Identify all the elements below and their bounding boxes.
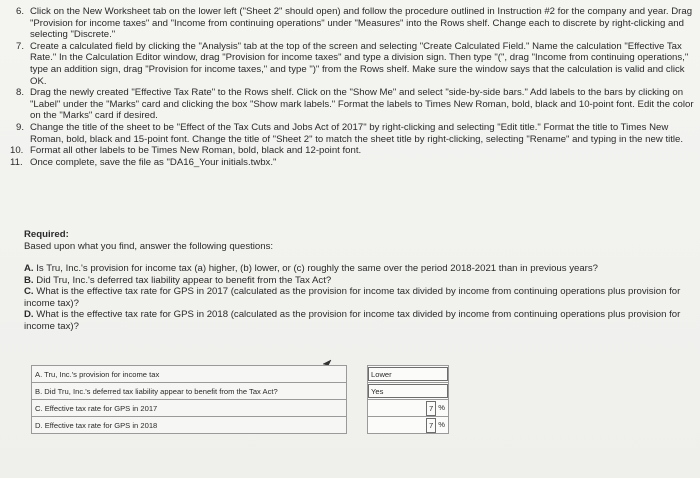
percent-unit: % — [438, 403, 445, 412]
instruction-number: 6. — [16, 6, 25, 17]
instruction-text: Change the title of the sheet to be "Effect of the Tax Cuts and Jobs Act of 2017" by right-clicking and selecting "Edit title." Format the title to Times New Roman, bold, black and 15-point font. Change the title of "Sheet 2" to match the sheet title by right-clicking, selecting "Rename" and typing in the new title. — [30, 121, 684, 145]
answer-select[interactable]: Yes — [368, 384, 448, 398]
question-item — [24, 286, 694, 309]
instruction-number: 7. — [16, 40, 25, 52]
instruction-text: Format all other labels to be Times New Roman, bold, black and 12-point font. — [30, 145, 362, 157]
instruction-number: 11. — [10, 156, 23, 168]
answer-cell[interactable] — [368, 383, 449, 400]
answer-cell[interactable] — [368, 366, 449, 383]
question-text: Did Tru, Inc.'s deferred tax liability appear to benefit from the Tax Act? — [36, 274, 332, 286]
instruction-text: Drag the newly created "Effective Tax Rate" to the Rows shelf. Click on the "Show Me" and select "side-by-side bars." Add labels to the bars by clicking on "Label" under the "Marks" card and clicking the box "Show mark labels." Format the labels to Times New Roman, bold, black and 10-point font. Edit the color on the "Marks" card if desired. — [30, 87, 694, 122]
question-text: What is the effective tax rate for GPS in 2017 (calculated as the provision for income tax divided by income from continuing operations plus provision for income tax)? — [24, 286, 681, 309]
table-row — [32, 400, 449, 417]
question-letter: D. — [24, 309, 34, 321]
question-item — [24, 309, 694, 332]
instruction-number: 8. — [16, 87, 25, 99]
question-letter: C. — [24, 286, 34, 298]
question-label-cell: C. Effective tax rate for GPS in 2017 — [32, 400, 347, 417]
instruction-number: 10. — [10, 145, 24, 157]
instruction-item — [2, 6, 696, 41]
question-label-cell: A. Tru, Inc.'s provision for income tax — [32, 366, 347, 383]
instruction-item — [2, 145, 696, 157]
answer-input[interactable]: 7 — [426, 401, 436, 416]
instruction-item — [2, 157, 696, 169]
answer-cell[interactable] — [368, 400, 449, 417]
instruction-text: Once complete, save the file as "DA16_Your initials.twbx." — [30, 156, 277, 168]
table-row — [32, 417, 449, 434]
instruction-list — [2, 6, 696, 168]
instruction-item — [2, 41, 696, 87]
required-heading: Required: — [24, 229, 69, 240]
answer-select[interactable]: Lower — [368, 367, 448, 381]
table-row — [32, 366, 449, 383]
question-label-cell: B. Did Tru, Inc.'s deferred tax liability appear to benefit from the Tax Act? — [32, 383, 347, 400]
question-text: Is Tru, Inc.'s provision for income tax (a) higher, (b) lower, or (c) roughly the same over the period 2018-2021 than in previous years? — [36, 263, 599, 274]
instruction-number: 9. — [16, 121, 25, 133]
required-intro: Based upon what you find, answer the following questions: — [24, 241, 274, 252]
percent-unit: % — [438, 420, 445, 429]
question-letter: B. — [24, 274, 34, 286]
question-text: What is the effective tax rate for GPS in 2018 (calculated as the provision for income tax divided by income from continuing operations plus provision for income tax)? — [24, 309, 681, 332]
answer-cell[interactable] — [368, 417, 449, 434]
question-item — [24, 263, 694, 275]
instruction-text: Create a calculated field by clicking the "Analysis" tab at the top of the screen and selecting "Create Calculated Field." Name the calculation "Effective Tax Rate." In the Calculation Editor window, drag "Provision for income taxes" and type a division sign. Then type "(", drag "Income from continuing operations," type an addition sign, drag "Provision for income taxes," and type ")" from the Rows shelf. Make sure the window says that the calculation is valid and click OK. — [30, 40, 689, 87]
question-list — [24, 263, 694, 333]
answer-table — [31, 365, 449, 434]
question-letter: A. — [24, 263, 34, 274]
instruction-item — [2, 122, 696, 145]
question-label-cell: D. Effective tax rate for GPS in 2018 — [32, 417, 347, 434]
answer-input[interactable]: 7 — [426, 418, 436, 433]
table-row — [32, 383, 449, 400]
instruction-text: Click on the New Worksheet tab on the lower left ("Sheet 2" should open) and follow the procedure outlined in Instruction #2 for the company and year. Drag "Provision for income taxes" and "Income from continuing operations" under "Measures" into the Rows shelf. Change each to discrete by right-clicking and selecting "Discrete." — [30, 6, 693, 41]
instruction-item — [2, 87, 696, 122]
question-item — [24, 275, 694, 287]
